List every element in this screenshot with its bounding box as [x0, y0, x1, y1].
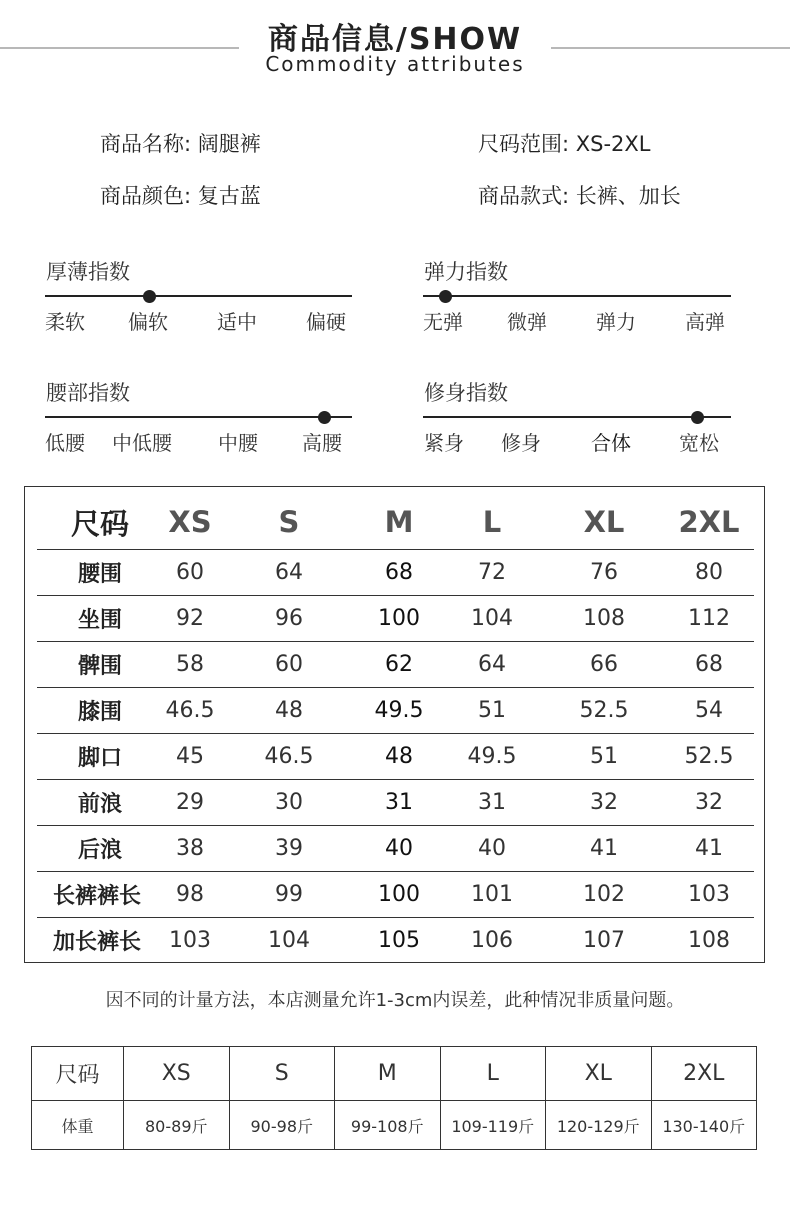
size-header-cell: M [384, 505, 414, 539]
waist-option: 中腰 [218, 431, 258, 455]
table-cell: 68 [695, 652, 723, 677]
fit-index-scale [423, 416, 731, 418]
weight-header-cell: M [335, 1047, 441, 1101]
table-cell: 64 [275, 560, 303, 585]
product-name-label: 商品名称: [100, 132, 192, 156]
weight-cell: 120-129斤 [546, 1101, 652, 1150]
table-cell: 51 [590, 744, 618, 769]
page-title: 商品信息/SHOW [267, 22, 523, 57]
table-cell: 60 [275, 652, 303, 677]
fit-option: 宽松 [679, 431, 719, 455]
table-cell: 92 [176, 606, 204, 631]
row-label: 膝围 [77, 700, 122, 725]
table-cell: 112 [688, 606, 730, 631]
table-cell: 32 [695, 790, 723, 815]
row-label: 后浪 [77, 838, 122, 863]
thickness-index-marker [143, 290, 156, 303]
table-cell: 40 [478, 836, 506, 861]
thickness-option: 适中 [217, 310, 257, 334]
fit-index-marker [691, 411, 704, 424]
table-cell: 52.5 [579, 698, 629, 723]
table-cell: 80 [695, 560, 723, 585]
table-cell: 100 [378, 882, 420, 907]
table-cell: 104 [268, 928, 310, 953]
size-range-value: XS-2XL [575, 132, 651, 156]
table-row [37, 550, 754, 596]
weight-table [31, 1046, 757, 1150]
weight-table-header [32, 1047, 757, 1101]
measurement-note: 因不同的计量方法，本店测量允许1-3cm内误差，此种情况非质量问题。 [105, 990, 685, 1011]
weight-header-cell: 尺码 [32, 1047, 124, 1101]
weight-row-label: 体重 [32, 1101, 124, 1150]
weight-table-row [32, 1101, 757, 1150]
weight-header-cell: S [229, 1047, 335, 1101]
product-color-value: 复古蓝 [197, 184, 261, 208]
product-style-value: 长裤、加长 [575, 184, 681, 208]
table-cell: 108 [688, 928, 730, 953]
table-cell: 48 [385, 744, 413, 769]
product-style-label: 商品款式: [478, 184, 570, 208]
table-cell: 48 [275, 698, 303, 723]
table-cell: 46.5 [264, 744, 314, 769]
waist-index-title: 腰部指数 [46, 381, 130, 405]
table-cell: 38 [176, 836, 204, 861]
waist-index-marker [318, 411, 331, 424]
weight-cell: 130-140斤 [651, 1101, 757, 1150]
table-cell: 108 [583, 606, 625, 631]
table-cell: 51 [478, 698, 506, 723]
size-header-cell: XS [168, 505, 212, 539]
table-cell: 31 [478, 790, 506, 815]
thickness-option: 偏软 [128, 310, 168, 334]
elasticity-index-marker [439, 290, 452, 303]
thickness-option: 柔软 [45, 310, 85, 334]
table-cell: 105 [378, 928, 420, 953]
row-label: 脚口 [77, 746, 122, 771]
weight-cell: 80-89斤 [124, 1101, 230, 1150]
thickness-index-scale [45, 295, 352, 297]
size-chart-header [37, 495, 754, 550]
waist-option: 低腰 [45, 431, 85, 455]
fit-option: 紧身 [424, 431, 464, 455]
table-row [37, 642, 754, 688]
table-cell: 103 [169, 928, 211, 953]
row-label: 长裤裤长 [52, 884, 141, 909]
waist-option: 中低腰 [112, 431, 172, 455]
row-label: 前浪 [77, 792, 122, 817]
weight-cell: 99-108斤 [335, 1101, 441, 1150]
table-cell: 29 [176, 790, 204, 815]
size-header-cell: S [278, 505, 300, 539]
fit-index-title: 修身指数 [424, 381, 508, 405]
table-cell: 98 [176, 882, 204, 907]
elasticity-option: 弹力 [596, 310, 636, 334]
table-cell: 60 [176, 560, 204, 585]
weight-header-cell: L [440, 1047, 546, 1101]
table-cell: 100 [378, 606, 420, 631]
table-cell: 54 [695, 698, 723, 723]
row-label: 腰围 [77, 562, 122, 587]
elasticity-option: 无弹 [423, 310, 463, 334]
product-color [100, 180, 261, 210]
thickness-index-title: 厚薄指数 [46, 260, 130, 284]
thickness-option: 偏硬 [306, 310, 346, 334]
elasticity-index-scale [423, 295, 731, 297]
row-label: 坐围 [77, 608, 122, 633]
product-color-label: 商品颜色: [100, 184, 192, 208]
table-cell: 101 [471, 882, 513, 907]
product-name-value: 阔腿裤 [197, 132, 261, 156]
table-cell: 103 [688, 882, 730, 907]
table-cell: 96 [275, 606, 303, 631]
table-cell: 107 [583, 928, 625, 953]
table-row [37, 596, 754, 642]
table-row [37, 688, 754, 734]
fit-option: 修身 [501, 431, 541, 455]
table-cell: 62 [385, 652, 413, 677]
size-header-cell: 尺码 [70, 506, 129, 541]
product-name [100, 128, 261, 158]
table-cell: 64 [478, 652, 506, 677]
waist-option: 高腰 [302, 431, 342, 455]
table-row [37, 918, 754, 963]
elasticity-index-title: 弹力指数 [424, 260, 508, 284]
row-label: 加长裤长 [52, 930, 141, 955]
table-cell: 58 [176, 652, 204, 677]
table-cell: 76 [590, 560, 618, 585]
table-row [37, 780, 754, 826]
fit-option: 合体 [591, 431, 631, 455]
table-cell: 32 [590, 790, 618, 815]
weight-header-cell: XS [124, 1047, 230, 1101]
table-row [37, 734, 754, 780]
table-cell: 68 [385, 560, 413, 585]
size-chart [24, 486, 765, 963]
product-style [478, 180, 681, 210]
table-cell: 45 [176, 744, 204, 769]
table-cell: 72 [478, 560, 506, 585]
page-subtitle: Commodity attributes [265, 52, 525, 76]
table-cell: 49.5 [374, 698, 424, 723]
elasticity-option: 高弹 [685, 310, 725, 334]
table-cell: 41 [695, 836, 723, 861]
table-cell: 66 [590, 652, 618, 677]
table-cell: 104 [471, 606, 513, 631]
size-header-cell: L [482, 505, 502, 539]
waist-index-scale [45, 416, 352, 418]
table-cell: 49.5 [467, 744, 517, 769]
table-cell: 106 [471, 928, 513, 953]
table-cell: 46.5 [165, 698, 215, 723]
size-header-cell: 2XL [678, 505, 740, 539]
elasticity-option: 微弹 [507, 310, 547, 334]
weight-header-cell: 2XL [651, 1047, 757, 1101]
row-label: 髀围 [77, 654, 122, 679]
table-cell: 99 [275, 882, 303, 907]
size-range-label: 尺码范围: [478, 132, 570, 156]
size-range [478, 128, 651, 158]
table-cell: 102 [583, 882, 625, 907]
table-cell: 30 [275, 790, 303, 815]
table-cell: 40 [385, 836, 413, 861]
size-header-cell: XL [583, 505, 625, 539]
table-cell: 52.5 [684, 744, 734, 769]
table-cell: 31 [385, 790, 413, 815]
weight-cell: 109-119斤 [440, 1101, 546, 1150]
weight-header-cell: XL [546, 1047, 652, 1101]
table-cell: 39 [275, 836, 303, 861]
table-row [37, 826, 754, 872]
table-row [37, 872, 754, 918]
weight-cell: 90-98斤 [229, 1101, 335, 1150]
table-cell: 41 [590, 836, 618, 861]
